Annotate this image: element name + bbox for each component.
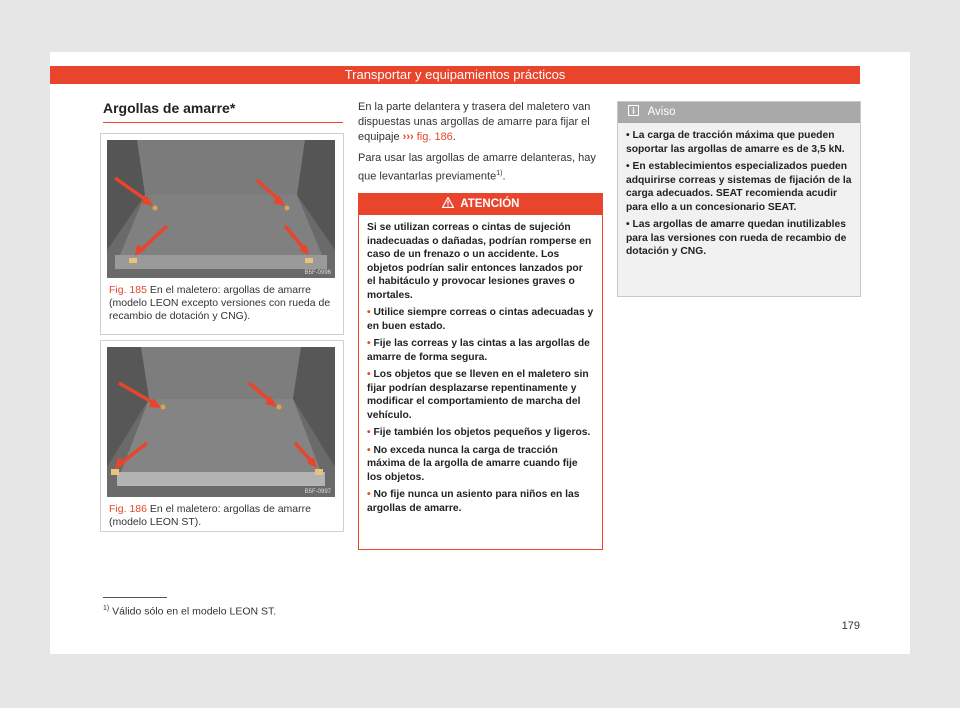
tie-down-ring xyxy=(277,405,282,410)
footnote-marker: 1) xyxy=(496,170,503,177)
bullet: • xyxy=(367,338,371,349)
trunk-photo-leon-st xyxy=(107,347,335,497)
figure-label: Fig. 185 xyxy=(109,284,147,296)
warning-item-text: Utilice siempre correas o cintas adecuadas y en buen estado. xyxy=(367,307,594,332)
section-title: Argollas de amarre* xyxy=(103,100,343,123)
bullet: • xyxy=(626,130,630,141)
figure-caption xyxy=(109,284,337,323)
warning-item-text: Fije también los objetos pequeños y ligeros. xyxy=(373,427,591,438)
cross-reference-arrows: ››› xyxy=(402,131,414,143)
note-item-text: En establecimientos especializados pueden adquirirse correas y sistemas de fijación de la carga adecuados. SEAT recomienda acudir para ello a un concesionario SEAT. xyxy=(626,161,852,213)
figure-caption-text: En el maletero: argollas de amarre (modelo LEON excepto versiones con rueda de recambio de dotación y CNG). xyxy=(109,284,331,322)
intro-text-1: En la parte delantera y trasera del maletero van dispuestas unas argollas de amarre para fijar el equipaje xyxy=(358,101,591,143)
note-body xyxy=(618,123,860,269)
tie-down-ring xyxy=(153,206,158,211)
info-icon xyxy=(628,105,639,116)
warning-item xyxy=(367,337,594,364)
note-title: Aviso xyxy=(647,106,676,118)
footnote xyxy=(103,605,276,618)
warning-item-text: Los objetos que se lleven en el maletero sin fijar podrían desplazarse repentinamente y modificar el comportamiento de marcha del vehículo. xyxy=(367,369,589,421)
tie-down-ring xyxy=(315,469,323,475)
tie-down-ring xyxy=(305,258,313,263)
intro-paragraph xyxy=(358,100,602,145)
bullet: • xyxy=(626,161,630,172)
warning-item xyxy=(367,306,594,333)
tie-down-ring xyxy=(161,405,166,410)
footnote-text: Válido sólo en el modelo LEON ST. xyxy=(112,605,277,618)
intro-paragraph xyxy=(358,151,602,185)
figure-caption-text: En el maletero: argollas de amarre (modelo LEON ST). xyxy=(109,503,311,528)
bullet: • xyxy=(367,307,371,318)
note-item-text: Las argollas de amarre quedan inutilizables para las versiones con rueda de recambio de dotación y CNG. xyxy=(626,219,847,257)
trunk-photo-leon xyxy=(107,140,335,278)
note-box xyxy=(617,101,861,297)
warning-triangle-icon xyxy=(442,197,454,208)
footnote-mark: 1) xyxy=(103,605,110,612)
intro-text xyxy=(358,100,602,191)
bullet: • xyxy=(367,427,371,438)
figure-caption xyxy=(109,503,337,529)
figure-186 xyxy=(100,340,344,532)
intro-end-1: . xyxy=(452,131,456,143)
bullet: • xyxy=(367,444,371,456)
warning-item-text: No exceda nunca la carga de tracción máxima de la argolla de amarre cuando fije los objetos. xyxy=(367,444,578,483)
warning-intro: Si se utilizan correas o cintas de sujeción inadecuadas o dañadas, podrían romperse en caso de un frenazo o un accidente. Los objetos podrían salir entonces lanzados por el habitáculo y provocar lesiones graves o mortales. xyxy=(367,222,592,301)
chapter-header: Transportar y equipamientos prácticos xyxy=(50,66,860,84)
tie-down-ring xyxy=(129,258,137,263)
intro-text-2: Para usar las argollas de amarre delanteras, hay que levantarlas previamente xyxy=(358,152,596,183)
note-header xyxy=(618,102,860,123)
figure-label: Fig. 186 xyxy=(109,503,147,515)
footnote-divider xyxy=(103,597,167,598)
warning-item xyxy=(367,426,594,440)
page-number: 179 xyxy=(841,620,860,632)
figure-185 xyxy=(100,133,344,335)
warning-item xyxy=(367,368,594,422)
note-item-text: La carga de tracción máxima que pueden soportar las argollas de amarre es de 3,5 kN. xyxy=(626,130,845,155)
tie-down-ring xyxy=(111,469,119,475)
warning-title: ATENCIÓN xyxy=(460,198,520,210)
bullet: • xyxy=(626,219,630,230)
warning-item-text: No fije nunca un asiento para niños en las argollas de amarre. xyxy=(367,489,580,514)
warning-item xyxy=(367,488,594,515)
warning-item xyxy=(367,444,594,485)
figure-link[interactable]: fig. 186 xyxy=(416,131,453,143)
bullet: • xyxy=(367,369,371,380)
note-item xyxy=(626,160,852,214)
note-item xyxy=(626,129,852,156)
note-item xyxy=(626,218,852,259)
warning-body xyxy=(359,215,602,525)
image-code: B5F-0996 xyxy=(304,270,331,276)
warning-box xyxy=(358,193,603,550)
warning-header xyxy=(359,194,602,215)
intro-end-2: . xyxy=(502,170,506,183)
image-code: B5F-0997 xyxy=(304,489,331,495)
tie-down-ring xyxy=(285,206,290,211)
warning-item-text: Fije las correas y las cintas a las argollas de amarre de forma segura. xyxy=(367,338,590,363)
bullet: • xyxy=(367,489,371,500)
